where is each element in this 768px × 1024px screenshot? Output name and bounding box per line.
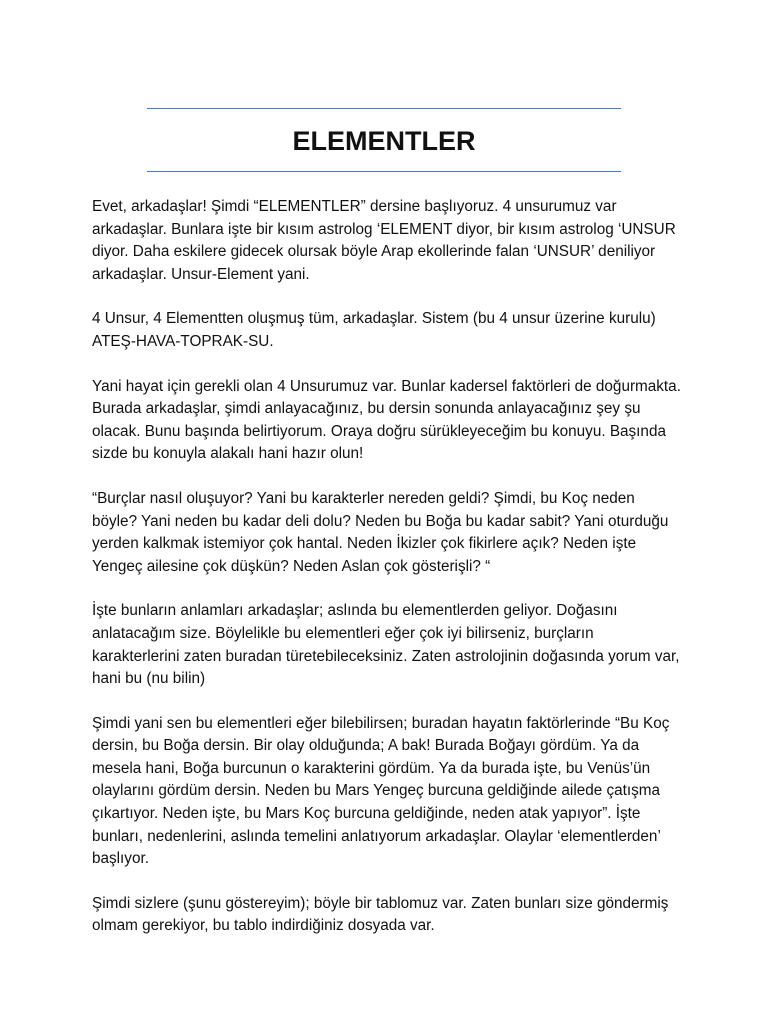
- paragraph-life-factors: Yani hayat için gerekli olan 4 Unsurumuz var. Bunlar kadersel faktörleri de doğurmakta. Burada arkadaşlar, şimdi anlayacağınız, bu dersin sonunda anlayacağınız şey şu olacak. Bunu başında belirtiyorum. Oraya doğru sürükleyeceğim bu konuyu. Başında sizde bu konuyla alakalı hani hazır olun!: [92, 377, 681, 463]
- paragraph-life-factors-examples: Şimdi yani sen bu elementleri eğer bilebilirsen; buradan hayatın faktörlerinde “Bu Koç dersin, bu Boğa dersin. Bir olay olduğunda; A bak! Burada Boğayı gördüm. Ya da mesela hani, Boğa burcunun o karakterini gördüm. Ya da burada işte, bu Venüs’ün olaylarını gördüm dersin. Neden bu Mars Yengeç burcuna geldiğinde ailede çatışma çıkartıyor. Neden işte, bu Mars Koç burcuna geldiğinde, neden atak yapıyor”. İşte bunları, nedenlerini, aslında temelini anlatıyorum arkadaşlar. Olaylar ‘elementlerden’ başlıyor.: [92, 714, 670, 868]
- document-body: [92, 196, 682, 960]
- paragraph-intro: Evet, arkadaşlar! Şimdi “ELEMENTLER” dersine başlıyoruz. 4 unsurumuz var arkadaşlar. Bunlara işte bir kısım astrolog ‘ELEMENT diyor, bir kısım astrolog ‘UNSUR diyor. Daha eskilere gidecek olursak böyle Arap ekollerinde falan ‘UNSUR’ deniliyor arkadaşlar. Unsur-Element yani.: [92, 198, 676, 283]
- paragraph-zodiac-questions: “Burçlar nasıl oluşuyor? Yani bu karakterler nereden geldi? Şimdi, bu Koç neden böyle? Yani neden bu kadar deli dolu? Neden bu Boğa bu kadar sabit? Yani oturduğu yerden kalkmak istemiyor çok hantal. Neden İkizler çok fikirlere açık? Neden işte Yengeç ailesine çok düşkün? Neden Aslan çok gösterişli? “: [92, 489, 669, 575]
- paragraph-table-note: Şimdi sizlere (şunu göstereyim); böyle bir tablomuz var. Zaten bunları size göndermiş olmam gerekiyor, bu tablo indirdiğiniz dosyada var.: [92, 894, 669, 935]
- paragraph-four-elements: 4 Unsur, 4 Elementten oluşmuş tüm, arkadaşlar. Sistem (bu 4 unsur üzerine kurulu) ATEŞ-HAVA-TOPRAK-SU.: [92, 310, 656, 350]
- title-top-rule: [147, 108, 621, 109]
- title-bottom-rule: [147, 171, 621, 172]
- page-title: ELEMENTLER: [292, 126, 476, 156]
- paragraph-meanings: İşte bunların anlamları arkadaşlar; aslında bu elementlerden geliyor. Doğasını anlatacağım size. Böylelikle bu elementleri eğer çok iyi bilirseniz, burçların karakterlerini zaten buradan türetebileceksiniz. Zaten astrolojinin doğasında yorum var, hani bu (nu bilin): [92, 602, 680, 688]
